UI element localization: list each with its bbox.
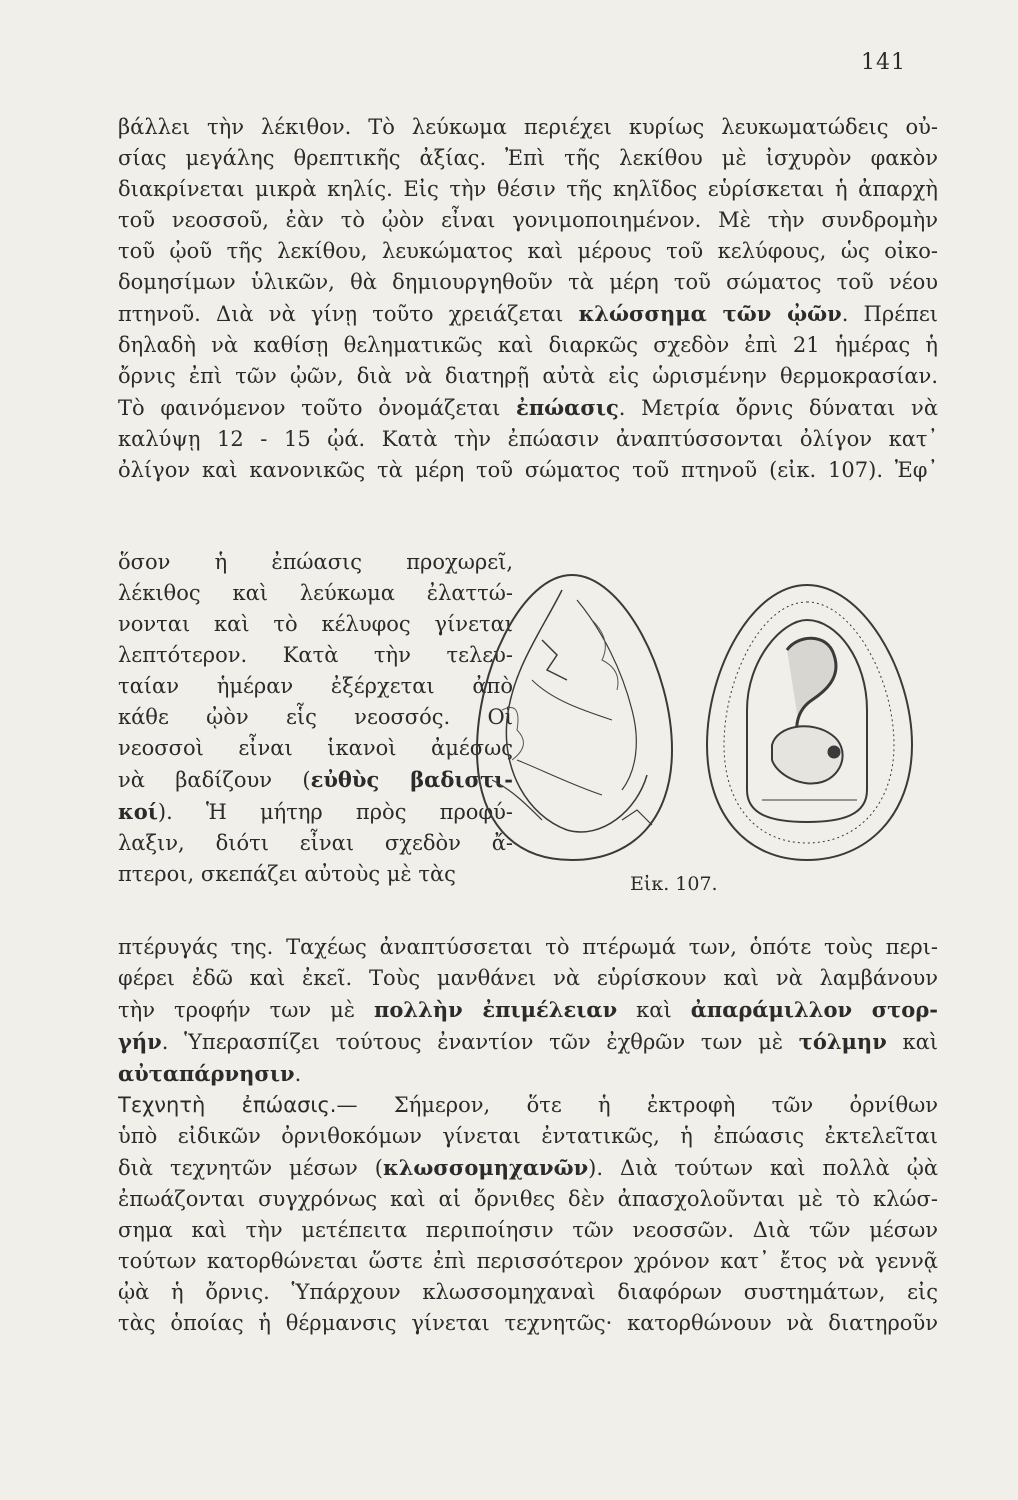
- text-span: . Πρέπει: [841, 302, 938, 326]
- bold-term: γήν: [118, 1029, 162, 1054]
- top-paragraph: [118, 112, 938, 486]
- text-span: πτηνοῦ. Διὰ νὰ γίνῃ τοῦτο χρειάζεται: [118, 302, 579, 326]
- text-line: τοῦ νεοσσοῦ, ἐὰν τὸ ᾠὸν εἶναι γονιμοποιημένον. Μὲ τὴν συνδρομὴν: [118, 208, 938, 232]
- text-span: ). Ἡ μήτηρ πρὸς προφύ-: [157, 800, 513, 824]
- text-line: ὀλίγον καὶ κανονικῶς τὰ μέρη τοῦ σώματος τοῦ πτηνοῦ (εἰκ. 107). Ἐφ᾽: [118, 458, 938, 482]
- text-line: νονται καὶ τὸ κέλυφος γίνεται: [118, 612, 513, 636]
- text-line: διακρίνεται μικρὰ κηλίς. Εἰς τὴν θέσιν τῆς κηλῖδος εὑρίσκεται ἡ ἀπαρχὴ: [118, 177, 938, 201]
- bold-term: ἀπαράμιλλον στορ-: [690, 997, 938, 1022]
- hatching-egg-drawing: [477, 575, 672, 860]
- text-line: τούτων κατορθώνεται ὥστε ἐπὶ περισσότερον χρόνον κατ᾽ ἔτος νὰ γεννᾷ: [118, 1249, 938, 1273]
- page-number: 141: [861, 50, 906, 75]
- text-span: Τὸ φαινόμενον τοῦτο ὀνομάζεται: [118, 396, 517, 420]
- bold-term: κοί: [118, 799, 158, 824]
- text-line: [118, 764, 513, 796]
- text-line: λεπτότερον. Κατὰ τὴν τελευ-: [118, 643, 513, 667]
- text-line: σίας μεγάλης θρεπτικῆς ἀξίας. Ἐπὶ τῆς λεκίθου μὲ ἰσχυρὸν φακὸν: [118, 146, 938, 170]
- text-line: ᾠὰ ἡ ὄρνις. Ὑπάρχουν κλωσσομηχαναὶ διαφόρων συστημάτων, εἰς: [118, 1280, 938, 1304]
- text-line: βάλλει τὴν λέκιθον. Τὸ λεύκωμα περιέχει κυρίως λευκωματώδεις οὐ-: [118, 115, 938, 139]
- text-span: ). Διὰ τούτων καὶ πολλὰ ᾠὰ: [588, 1156, 938, 1180]
- egg-illustration: [472, 560, 942, 870]
- figure-107: [472, 560, 942, 905]
- text-line: [118, 392, 938, 424]
- text-span: . Μετρία ὄρνις δύναται νὰ: [618, 396, 938, 420]
- bold-term: ἐπώασις: [516, 395, 619, 420]
- text-span: τὴν τροφήν των μὲ: [118, 998, 375, 1022]
- text-line: σημα καὶ τὴν μετέπειτα περιποίησιν τῶν νεοσσῶν. Διὰ τῶν μέσων: [118, 1218, 938, 1242]
- text-span: διὰ τεχνητῶν μέσων (: [118, 1156, 383, 1180]
- text-line: πτέρυγάς της. Ταχέως ἀναπτύσσεται τὸ πτέρωμά των, ὁπότε τοὺς περι-: [118, 935, 938, 959]
- bold-term: τόλμην: [798, 1029, 887, 1054]
- text-line: κάθε ᾠὸν εἷς νεοσσός. Οἱ: [118, 705, 513, 729]
- text-line: [118, 796, 513, 828]
- text-line: λέκιθος καὶ λεύκωμα ἐλαττώ-: [118, 581, 513, 605]
- text-line: φέρει ἐδῶ καὶ ἐκεῖ. Τοὺς μανθάνει νὰ εὑρίσκουν καὶ νὰ λαμβάνουν: [118, 966, 938, 990]
- text-line: ἐπωάζονται συγχρόνως καὶ αἱ ὄρνιθες δὲν ἀπασχολοῦνται μὲ τὸ κλώσ-: [118, 1187, 938, 1211]
- wrapped-paragraph: [118, 547, 513, 890]
- figure-caption: Εἰκ. 107.: [630, 873, 718, 895]
- text-line: [118, 298, 938, 330]
- text-line: δομησίμων ὑλικῶν, θὰ δημιουργηθοῦν τὰ μέρη τοῦ σώματος τοῦ νέου: [118, 270, 938, 294]
- text-line: καλύψῃ 12 - 15 ᾠά. Κατὰ τὴν ἐπώασιν ἀναπτύσσονται ὀλίγον κατ᾽: [118, 427, 938, 451]
- text-line: [118, 1152, 938, 1184]
- text-span: καὶ: [886, 1030, 938, 1054]
- text-line: [118, 1026, 938, 1058]
- bold-term: κλώσσημα τῶν ᾠῶν: [578, 301, 842, 326]
- text-line: λαξιν, διότι εἶναι σχεδὸν ἄ-: [118, 831, 513, 855]
- text-line: τοῦ ᾠοῦ τῆς λεκίθου, λευκώματος καὶ μέρους τοῦ κελύφους, ὡς οἰκο-: [118, 239, 938, 263]
- text-line: ὄρνις ἐπὶ τῶν ᾠῶν, διὰ νὰ διατηρῇ αὐτὰ εἰς ὡρισμένην θερμοκρασίαν.: [118, 364, 938, 388]
- text-span: καὶ: [617, 998, 691, 1022]
- text-span: .: [294, 1062, 302, 1086]
- text-line: ὑπὸ εἰδικῶν ὀρνιθοκόμων γίνεται ἐντατικῶς, ἡ ἐπώασις ἐκτελεῖται: [118, 1124, 938, 1148]
- text-line: δηλαδὴ νὰ καθίσῃ θεληματικῶς καὶ διαρκῶς σχεδὸν ἐπὶ 21 ἡμέρας ἡ: [118, 333, 938, 357]
- text-line: ταίαν ἡμέραν ἐξέρχεται ἀπὸ: [118, 674, 513, 698]
- text-line: [118, 1090, 938, 1121]
- text-line: νεοσσοὶ εἶναι ἱκανοὶ ἀμέσως: [118, 736, 513, 760]
- text-span: νὰ βαδίζουν (: [118, 768, 311, 792]
- bold-term: κλωσσομηχανῶν: [382, 1155, 589, 1180]
- bold-term: αὐταπάρνησιν: [118, 1061, 295, 1086]
- text-line: πτεροι, σκεπάζει αὐτοὺς μὲ τὰς: [118, 862, 456, 886]
- text-span: — Σήμερον, ὅτε ἡ ἐκτροφὴ τῶν ὀρνίθων: [336, 1093, 938, 1117]
- bold-term: πολλὴν ἐπιμέλειαν: [374, 997, 618, 1022]
- text-line: τὰς ὁποίας ἡ θέρμανσις γίνεται τεχνητῶς· κατορθώνουν νὰ διατηροῦν: [118, 1311, 938, 1335]
- text-line: [118, 1058, 938, 1090]
- text-line: ὅσον ἡ ἐπώασις προχωρεῖ,: [118, 550, 513, 574]
- embryo-egg-drawing: [707, 585, 912, 860]
- bold-term: εὐθὺς βαδιστι-: [310, 767, 513, 792]
- text-line: [118, 994, 938, 1026]
- section-heading: Τεχνητὴ ἐπώασις.: [118, 1093, 337, 1117]
- bottom-paragraph: [118, 932, 938, 1339]
- text-span: . Ὑπερασπίζει τούτους ἐναντίον τῶν ἐχθρῶν των μὲ: [161, 1030, 799, 1054]
